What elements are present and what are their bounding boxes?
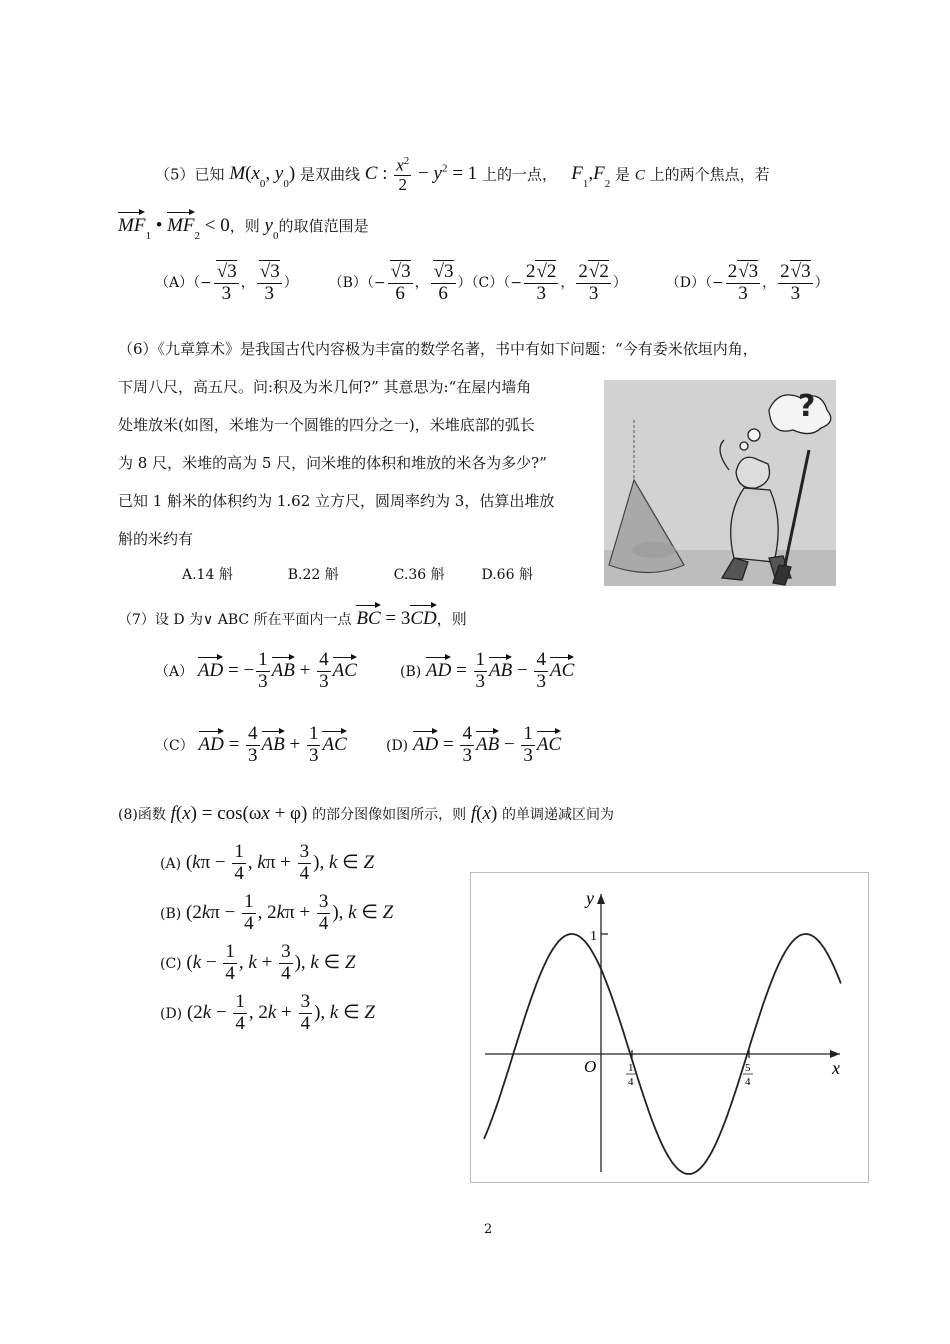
q8-option-b[interactable]: (B) (2kπ − $\frac{1}{4}$ , 2kπ + $\frac{3}{4}$ ), k ∈ Z [160, 891, 394, 934]
q8-lead: (8)函数 [118, 807, 166, 823]
q6-line5: 已知 1 斛米的体积约为 1.62 立方尺，圆周率约为 3，估算出堆放 [118, 492, 555, 510]
q7-option-a[interactable]: （A） AD = − $\frac{1}{3}$ AB + $\frac{4}{3}$ AC [155, 649, 357, 692]
x-tick-1-num: 1 [628, 1062, 634, 1074]
q6-options [182, 564, 533, 584]
q8-stem: (8)函数 f(x) = cos(ωx + φ) 的部分图像如图所示，则 f(x) 的单调递减区间为 [118, 803, 615, 824]
q7-option-c[interactable]: （C） AD = $\frac{4}{3}$ AB + $\frac{1}{3}$ AC [155, 723, 347, 766]
q7-option-d[interactable]: (D) AD = $\frac{4}{3}$ AB − $\frac{1}{3}$ AC [386, 723, 562, 766]
rice-pile-illustration [604, 380, 836, 586]
q5-cond-end: 的取值范围是 [278, 217, 369, 235]
x-axis-label: x [832, 1058, 840, 1078]
q5-cond-tail: ，则 [229, 217, 260, 235]
q7-option-b[interactable]: (B) AD = $\frac{1}{3}$ AB − $\frac{4}{3}$ AC [400, 649, 575, 692]
q5-text-b: 上的一点， [481, 165, 557, 184]
q6-line2: 下周八尺，高五尺。问:积及为米几何?” 其意思为:“在屋内墙角 [118, 378, 532, 396]
x-tick-2-num: 5 [745, 1062, 751, 1074]
q5-condition: $MF_1$ • $MF_2 < 0$，则 $y_0$的取值范围是 [118, 215, 369, 242]
q5-text-c: 是 [615, 165, 631, 184]
page-number: 2 [484, 1222, 493, 1237]
y-axis-label: y [586, 888, 594, 908]
q5-options [155, 262, 829, 305]
svg-text:?: ? [798, 389, 816, 424]
q6-option-b[interactable]: B.22 斛 [287, 567, 339, 583]
q5-option-c[interactable]: ）（C）（− $\frac{2√2}{3}$ ， $\frac{2√2}{3}$ ） [457, 261, 627, 304]
q5-option-d[interactable]: （D）（− $\frac{2√3}{3}$ ， $\frac{2√3}{3}$ ） [665, 261, 829, 304]
q5-option-b[interactable]: （B）（− $\frac{√3}{6}$ ， $\frac{√3}{6}$ [328, 261, 454, 304]
q7-stem: （7）设 D 为∨ ABC 所在平面内一点 BC = 3CD，则 [118, 608, 467, 629]
q5-number: （5）已知 [155, 165, 225, 184]
q7-tail: ，则 [436, 610, 467, 628]
q6-line3: 处堆放米(如图，米堆为一个圆锥的四分之一)，米堆底部的弧长 [118, 416, 535, 434]
q8-tail: 的单调递减区间为 [502, 807, 615, 823]
cosine-graph [470, 872, 870, 1184]
q5-text-d: 上的两个焦点，若 [649, 165, 770, 184]
q6-option-d[interactable]: D.66 斛 [481, 567, 533, 583]
q8-mid: 的部分图像如图所示，则 [312, 807, 467, 823]
q8-option-c[interactable]: (C) (k − $\frac{1}{4}$ , k + $\frac{3}{4}$ ), k ∈ Z [160, 941, 356, 984]
q7-lead: （7）设 D 为∨ ABC 所在平面内一点 [118, 612, 352, 628]
q6-line4: 为 8 尺，米堆的高为 5 尺，问米堆的体积和堆放的米各为多少?” [118, 454, 547, 472]
x-tick-2-den: 4 [745, 1076, 751, 1088]
q6-option-a[interactable]: A.14 斛 [182, 567, 233, 583]
q6-line6: 斛的米约有 [118, 530, 194, 548]
y-tick-label: 1 [590, 929, 597, 944]
q5-line1: （5）已知 $M(x_0$, $y_0$) 是双曲线 C : $\frac{x^2}{2}$ − $y^2 = 1$ 上的一点， $F_1,F_2$ 是 C 上的两个焦点，若 [155, 155, 770, 195]
q6-line1: （6）《九章算术》是我国古代内容极为丰富的数学名著，书中有如下问题：“今有委米依垣内角， [118, 340, 758, 358]
origin-label: O [584, 1057, 597, 1076]
q5-text-a: 是双曲线 [299, 165, 360, 184]
q6-option-c[interactable]: C.36 斛 [393, 567, 445, 583]
q8-option-d[interactable]: (D) (2k − $\frac{1}{4}$ , 2k + $\frac{3}{4}$ ), k ∈ Z [160, 991, 375, 1034]
q8-option-a[interactable]: (A) (kπ − $\frac{1}{4}$ , kπ + $\frac{3}{4}$ ), k ∈ Z [160, 841, 375, 884]
x-tick-1-den: 4 [628, 1076, 634, 1088]
q5-option-a[interactable]: （A）（− $\frac{√3}{3}$ ， $\frac{√3}{3}$ ） [155, 261, 298, 304]
